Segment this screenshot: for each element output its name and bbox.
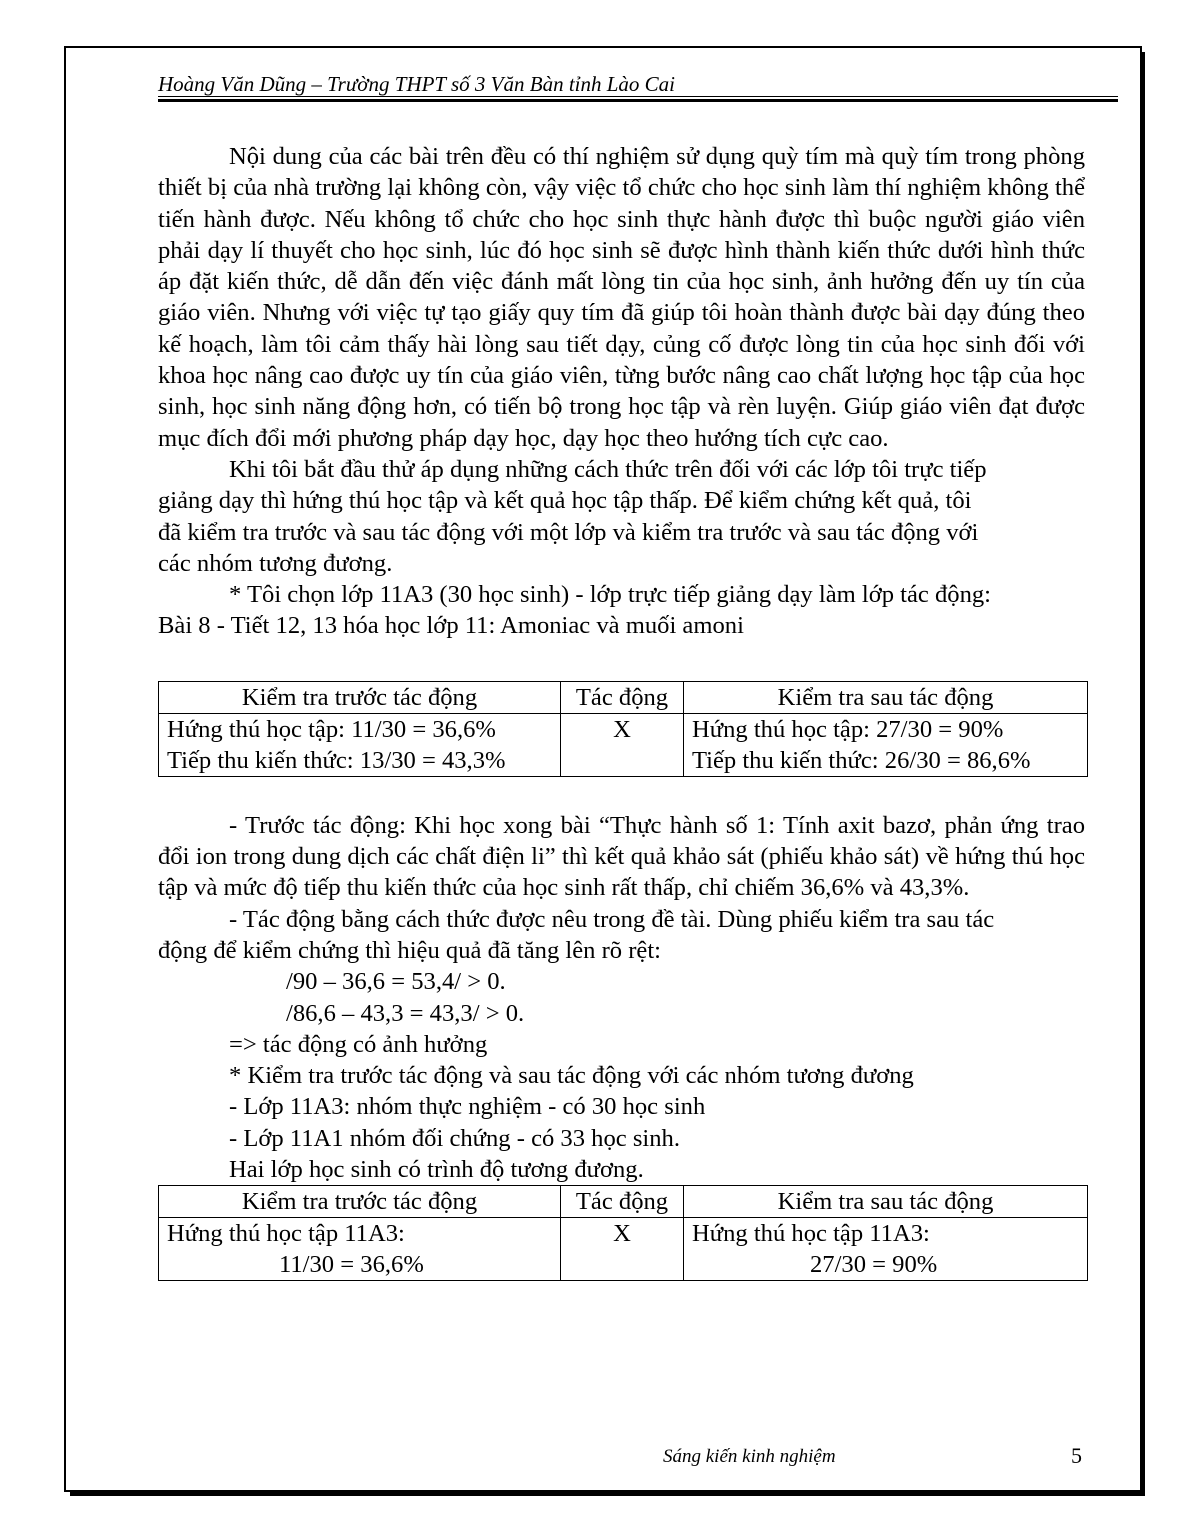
page-border-shadow-bottom bbox=[70, 1492, 1145, 1496]
text-line: Khi tôi bắt đầu thử áp dụng những cách thức trên đối với các lớp tôi trực tiếp bbox=[229, 455, 987, 483]
text-line: đã kiểm tra trước và sau tác động với một lớp và kiểm tra trước và sau tác động với bbox=[158, 518, 979, 546]
paragraph-action bbox=[158, 904, 1085, 967]
table-header-row bbox=[159, 1186, 1088, 1218]
after-knowledge: Tiếp thu kiến thức: 26/30 = 86,6% bbox=[692, 746, 1031, 774]
result-table-2 bbox=[158, 1185, 1088, 1281]
table-row bbox=[159, 1218, 1088, 1281]
page-border-shadow-right bbox=[1141, 52, 1145, 1495]
header-cell-action: Tác động bbox=[561, 1186, 684, 1218]
header-cell-action: Tác động bbox=[561, 681, 684, 713]
text-line: - Tác động bằng cách thức được nêu trong đề tài. Dùng phiếu kiểm tra sau tác bbox=[229, 905, 995, 933]
before-knowledge: Tiếp thu kiến thức: 13/30 = 43,3% bbox=[167, 746, 506, 774]
before-label: Hứng thú học tập 11A3: bbox=[167, 1220, 405, 1248]
text-line: * Tôi chọn lớp 11A3 (30 học sinh) - lớp trực tiếp giảng dạy làm lớp tác động: bbox=[229, 581, 992, 609]
cell-before bbox=[159, 1218, 561, 1281]
cell-action-mark: X bbox=[561, 713, 684, 776]
control-group: - Lớp 11A1 nhóm đối chứng - có 33 học sinh. bbox=[229, 1124, 680, 1152]
after-value: 27/30 = 90% bbox=[810, 1251, 938, 1279]
page-header: Hoàng Văn Dũng – Trường THPT số 3 Văn Bàn tỉnh Lào Cai bbox=[158, 72, 676, 96]
table-row bbox=[159, 713, 1088, 776]
paragraph-intro: Nội dung của các bài trên đều có thí nghiệm sử dụng quỳ tím mà quỳ tím trong phòng thiết bị của nhà trường lại không còn, vậy việc tổ chức cho học sinh làm thí nghiệm không thể tiến hành được. Nếu không tổ chức cho học sinh thực hành được thì buộc người giáo viên phải dạy lí thuyết cho học sinh, lúc đó học sinh sẽ được hình thành kiến thức dưới hình thức áp đặt kiến thức, dễ dẫn đến việc đánh mất lòng tin của học sinh, ảnh hưởng đến uy tín của giáo viên. Nhưng với việc tự tạo giấy quy tím đã giúp tôi hoàn thành được bài dạy đúng theo kế hoạch, làm tôi cảm thấy hài lòng sau tiết dạy, củng cố được lòng tin của học sinh đối với khoa học nâng cao được uy tín của giáo viên, từng bước nâng cao chất lượng học tập của học sinh, học sinh năng động hơn, có tiến bộ trong học tập và rèn luyện. Giúp giáo viên đạt được mục đích đổi mới phương pháp dạy học, dạy học theo hướng tích cực cao. bbox=[158, 143, 1085, 452]
document-body bbox=[158, 141, 1085, 1281]
header-cell-before: Kiểm tra trước tác động bbox=[159, 681, 561, 713]
paragraph-application bbox=[158, 454, 1085, 579]
text-line: các nhóm tương đương. bbox=[158, 549, 393, 577]
cell-after bbox=[684, 1218, 1088, 1281]
cell-action-mark: X bbox=[561, 1218, 684, 1281]
paragraph-class-choice bbox=[158, 579, 1085, 642]
header-cell-after: Kiểm tra sau tác động bbox=[684, 1186, 1088, 1218]
table-header-row bbox=[159, 681, 1088, 713]
cell-before bbox=[159, 713, 561, 776]
group-test-title: * Kiểm tra trước tác động và sau tác động với các nhóm tương đương bbox=[229, 1062, 914, 1090]
after-label: Hứng thú học tập 11A3: bbox=[692, 1220, 930, 1248]
before-interest: Hứng thú học tập: 11/30 = 36,6% bbox=[167, 715, 496, 743]
cell-after bbox=[684, 713, 1088, 776]
before-value: 11/30 = 36,6% bbox=[279, 1251, 424, 1279]
conclusion: => tác động có ảnh hưởng bbox=[229, 1030, 488, 1058]
experimental-group: - Lớp 11A3: nhóm thực nghiệm - có 30 học sinh bbox=[229, 1093, 706, 1121]
calculation-knowledge: /86,6 – 43,3 = 43,3/ > 0. bbox=[286, 999, 525, 1027]
header-rule-thin bbox=[158, 96, 1118, 97]
group-equivalence: Hai lớp học sinh có trình độ tương đương. bbox=[229, 1156, 644, 1184]
header-cell-after: Kiểm tra sau tác động bbox=[684, 681, 1088, 713]
after-interest: Hứng thú học tập: 27/30 = 90% bbox=[692, 715, 1004, 743]
text-line: động để kiểm chứng thì hiệu quả đã tăng lên rõ rệt: bbox=[158, 936, 662, 964]
header-rule-thick bbox=[158, 99, 1118, 102]
paragraph-before-action: - Trước tác động: Khi học xong bài “Thực hành số 1: Tính axit bazơ, phản ứng trao đổi ion trong dung dịch các chất điện li” thì kết quả khảo sát (phiếu khảo sát) về hứng thú học tập và mức độ tiếp thu kiến thức của học sinh rất thấp, chỉ chiếm 36,6% và 43,3%. bbox=[158, 811, 1085, 902]
calculation-interest: /90 – 36,6 = 53,4/ > 0. bbox=[286, 968, 506, 996]
text-line: Bài 8 - Tiết 12, 13 hóa học lớp 11: Amoniac và muối amoni bbox=[158, 612, 744, 640]
page-number: 5 bbox=[1071, 1443, 1082, 1468]
page-footer: Sáng kiến kinh nghiệm bbox=[663, 1446, 836, 1467]
header-cell-before: Kiểm tra trước tác động bbox=[159, 1186, 561, 1218]
result-table-1 bbox=[158, 681, 1088, 777]
text-line: giảng dạy thì hứng thú học tập và kết quả học tập thấp. Để kiểm chứng kết quả, tôi bbox=[158, 487, 972, 515]
